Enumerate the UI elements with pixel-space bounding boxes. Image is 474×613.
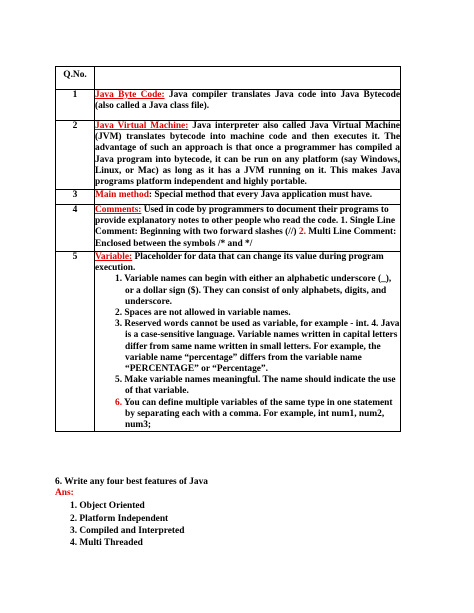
comment-type-number: 2.	[298, 227, 306, 238]
row-number: 2	[56, 121, 95, 190]
row-number: 4	[56, 205, 95, 252]
term-description: Used in code by programmers to document their programs to provide explanatory notes to other people who read the code. 1. Single Line Comment: Beginning with two forward slashes (//)	[95, 205, 395, 238]
answer-header	[95, 67, 401, 90]
qno-header: Q.No.	[56, 67, 95, 90]
question-six-section	[55, 477, 415, 550]
term-label: Main method	[95, 190, 149, 200]
row-number: 1	[56, 90, 95, 121]
row-number: 3	[56, 190, 95, 205]
term-description: Java interpreter also called Java Virtual Machine (JVM) translates bytecode into machine code and then executes it. The advantage of such an approach is that once a programmer has compiled a Java program into bytecode, it can be run on any platform (say Windows, Linux, or Mac) as long as it has a JVM running on it. This makes Java programs platform independent and highly portable.	[95, 121, 400, 188]
list-item: 3. Compiled and Interpreted	[70, 525, 185, 536]
question-heading: 6. Write any four best features of Java	[55, 477, 208, 487]
term-label: Comments:	[95, 205, 142, 215]
row-answer	[95, 252, 401, 432]
rule-number: 6.	[115, 397, 123, 408]
variable-intro	[95, 252, 400, 274]
list-item: 1. Variable names can begin with either an alphabetic underscore (_), or a dollar sign ($). They can consist of only alphabets, digits, and underscore.	[115, 274, 392, 307]
table-row	[56, 252, 401, 432]
term-label: Variable:	[95, 252, 133, 262]
row-number: 5	[56, 252, 95, 432]
features-list	[55, 501, 415, 549]
table-row	[56, 90, 401, 121]
term-description: Placeholder for data that can change its value during program execution.	[95, 252, 384, 274]
list-item	[115, 398, 400, 432]
rule-text: You can define multiple variables of the same type in one statement by separating each with a comma. For example, int num1, num2, num3;	[122, 397, 393, 431]
table-row	[56, 190, 401, 205]
row-answer	[95, 90, 401, 121]
row-answer	[95, 205, 401, 252]
row-answer	[95, 121, 401, 190]
list-item: 2. Spaces are not allowed in variable names.	[115, 308, 291, 319]
table-row	[56, 121, 401, 190]
table-row	[56, 205, 401, 252]
table-header-row	[56, 67, 401, 90]
term-label: Java Byte Code:	[95, 90, 165, 100]
qa-table	[55, 66, 401, 432]
list-item: 3. Reserved words cannot be used as variable, for example - int. 4. Java is a case-sensitive language. Variable names written in capital letters differ from same name written in small letters. For example, the variable name “percentage” differs from the variable name “PERCENTAGE” or “Percentage”.	[115, 319, 400, 375]
list-item: 1. Object Oriented	[70, 501, 145, 512]
list-item: 4. Multi Threaded	[70, 538, 143, 549]
term-description: Java compiler translates Java code into Java Bytecode (also called a Java class file).	[95, 90, 400, 112]
variable-rules-list	[95, 274, 400, 431]
term-description: : Special method that every Java application must have.	[148, 190, 373, 200]
term-description-continued: Multi Line Comment: Enclosed between the symbols /* and */	[95, 227, 397, 249]
list-item: 2. Platform Independent	[70, 513, 169, 524]
term-label: Java Virtual Machine:	[95, 121, 189, 131]
row-answer	[95, 190, 401, 205]
list-item: 5. Make variable names meaningful. The name should indicate the use of that variable.	[115, 375, 396, 397]
answer-label: Ans:	[55, 488, 74, 499]
